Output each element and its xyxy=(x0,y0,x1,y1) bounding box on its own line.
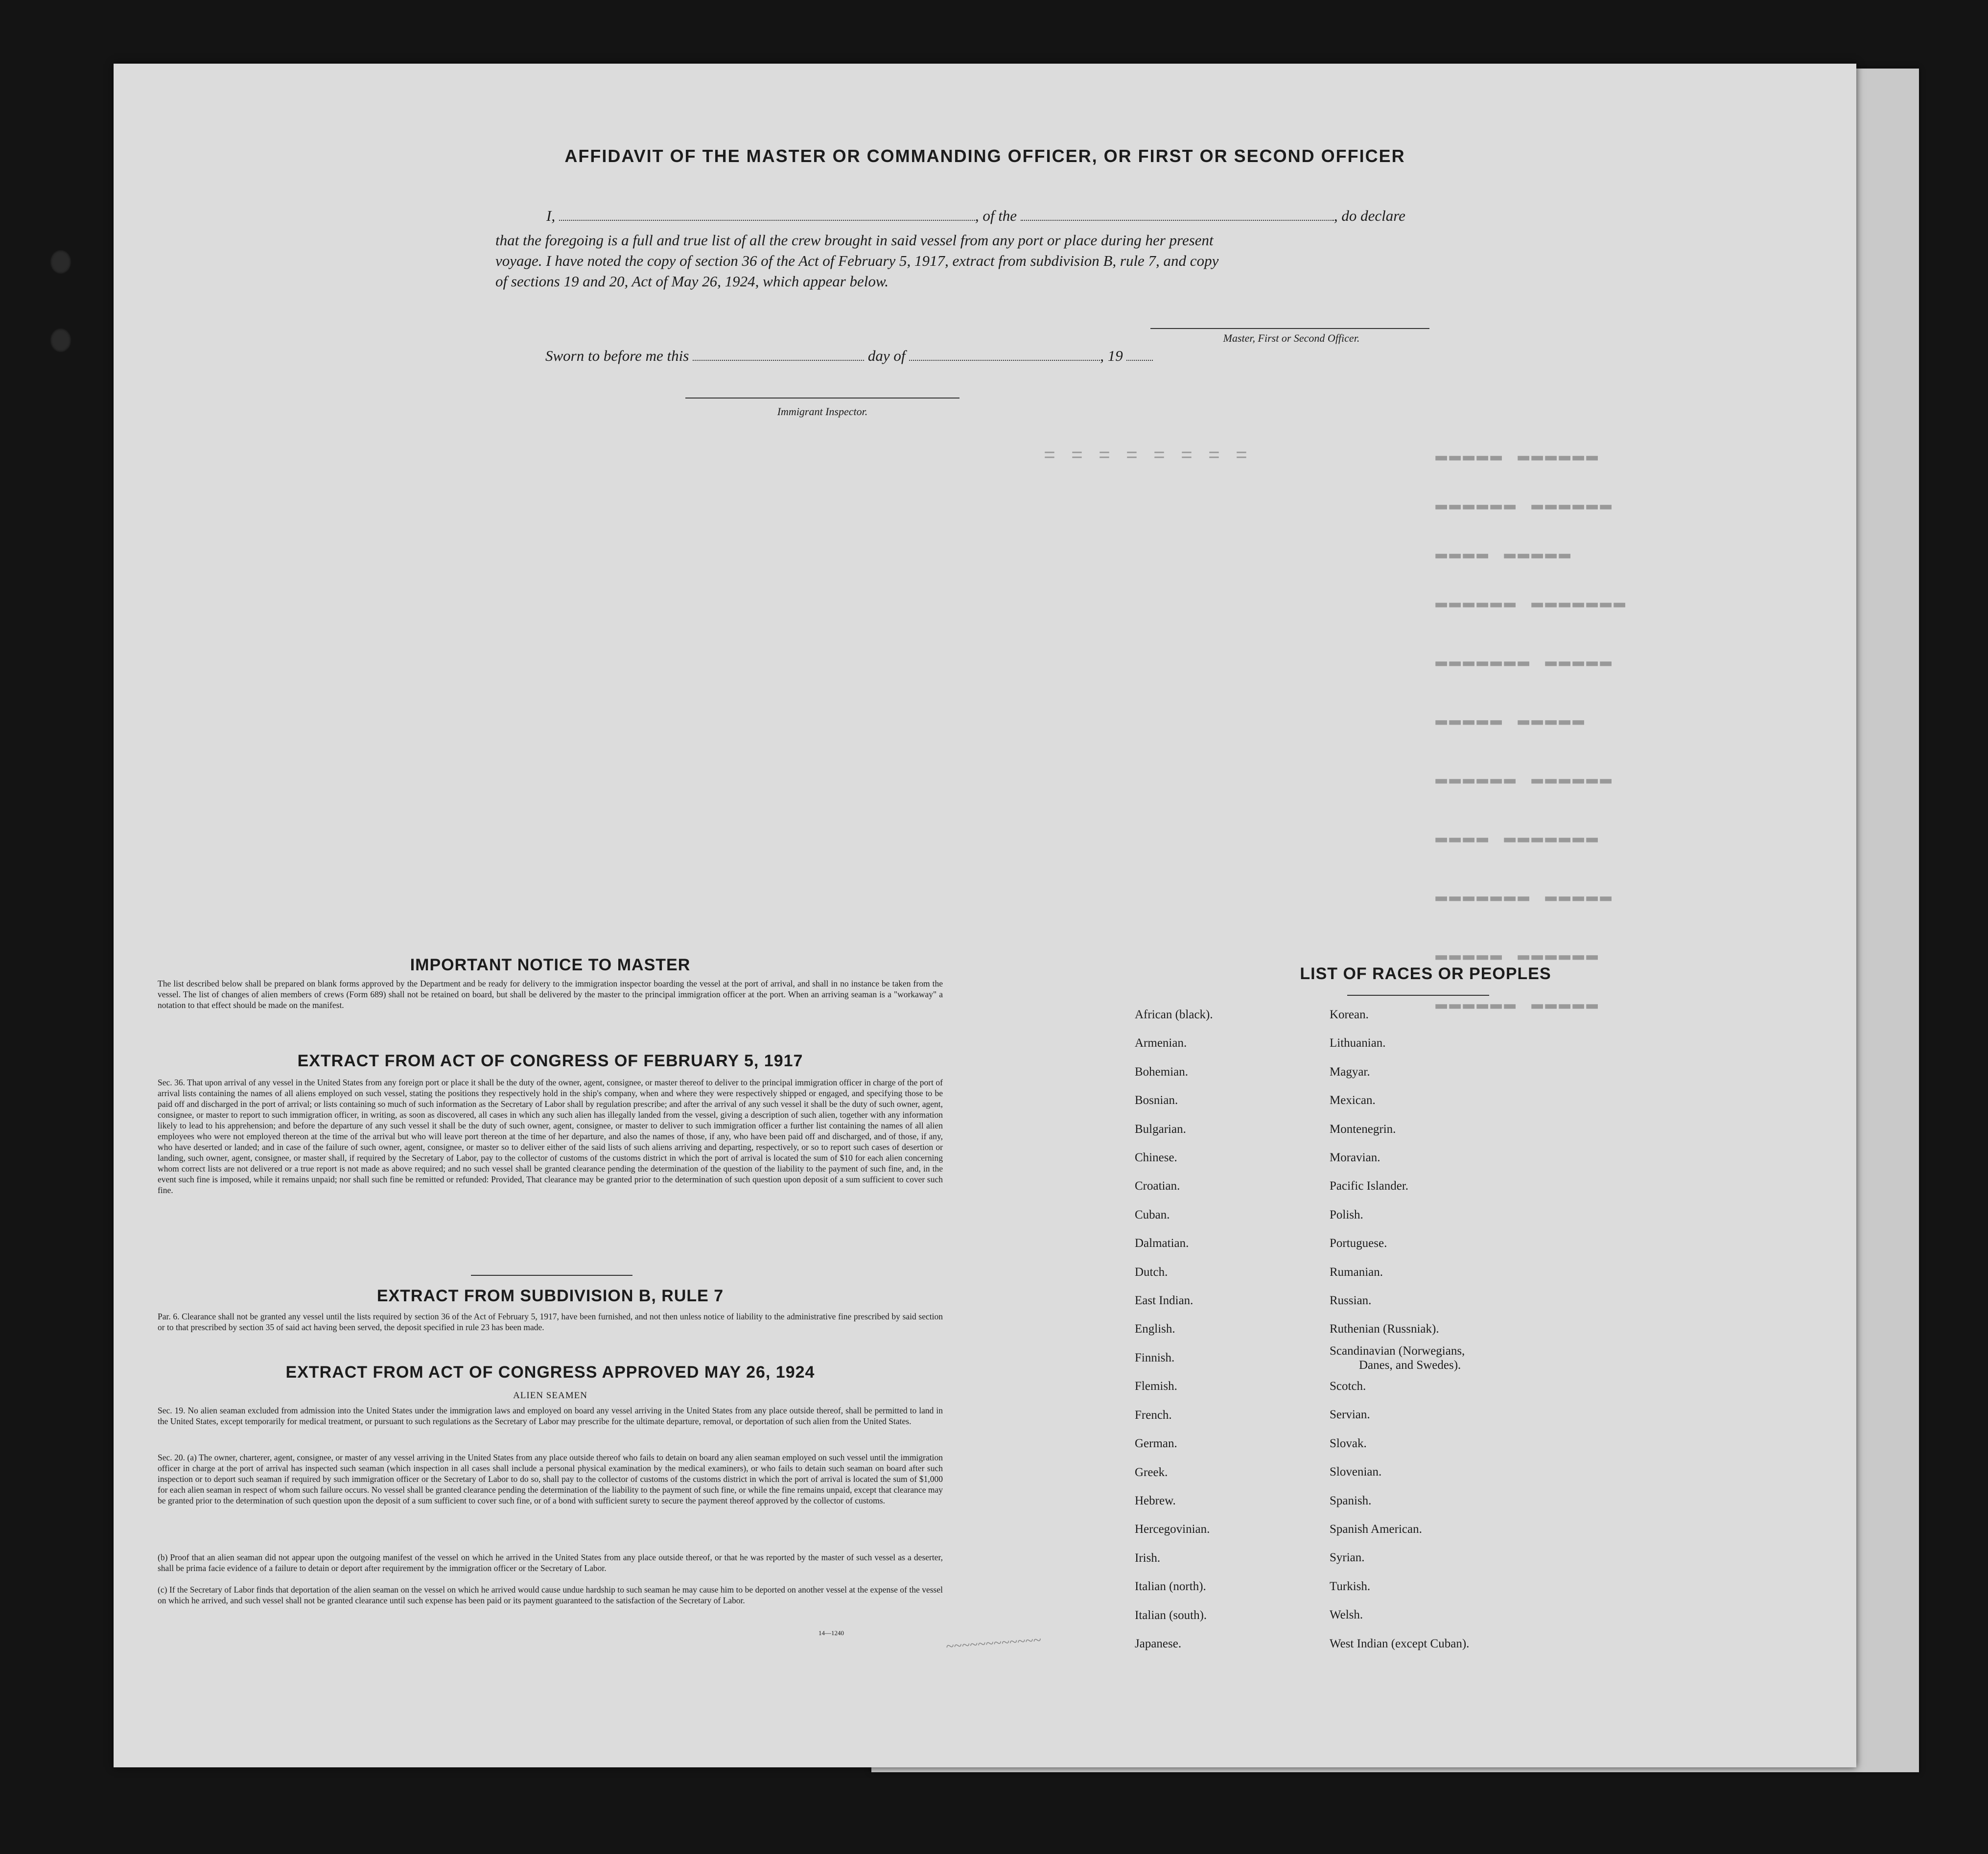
sworn-label: Sworn to before me this xyxy=(545,347,689,364)
race-item: Bohemian. xyxy=(1135,1065,1189,1079)
sec-20c-text: (c) If the Secretary of Labor finds that deportation of the alien seaman on the vessel on which he arrived would cause undue hardship to such seaman he may cause him to be deported on another vessel at the expense of the vessel on which he arrived, and such vessel shall not be granted clearance until such expense has been paid or its payment guaranteed to the satisfaction of the Secretary of Labor. xyxy=(158,1585,943,1605)
race-item: Slovak. xyxy=(1330,1436,1367,1450)
extract-1917-title: EXTRACT FROM ACT OF CONGRESS OF FEBRUARY 5, 1917 xyxy=(297,1052,803,1070)
affidavit-line-2: that the foregoing is a full and true list of all the crew brought in said vessel from any port or place during her present xyxy=(495,232,1214,249)
binder-hole xyxy=(50,328,71,352)
race-item: English. xyxy=(1135,1322,1175,1336)
race-item: Croatian. xyxy=(1135,1179,1180,1193)
race-item: Ruthenian (Russniak). xyxy=(1330,1322,1439,1336)
name-field[interactable] xyxy=(559,208,975,221)
race-item: Korean. xyxy=(1330,1008,1369,1021)
extract-1924-title: EXTRACT FROM ACT OF CONGRESS APPROVED MAY 26, 1924 xyxy=(285,1363,815,1382)
races-column-2 xyxy=(1330,1001,1469,1658)
bleed-through-text: ▬▬▬▬ ▬▬▬▬▬▬▬ xyxy=(1435,827,1600,849)
race-item: Welsh. xyxy=(1330,1608,1363,1622)
race-item: Portuguese. xyxy=(1330,1237,1387,1250)
race-item: Syrian. xyxy=(1330,1551,1365,1565)
race-item: Italian (north). xyxy=(1135,1580,1206,1594)
bleed-through-text: ▬▬▬▬▬▬ ▬▬▬▬▬ xyxy=(1435,994,1600,1016)
affidavit-of-label: , of the xyxy=(975,207,1017,224)
day-of-label: day of xyxy=(867,347,906,364)
subdivision-b-title: EXTRACT FROM SUBDIVISION B, RULE 7 xyxy=(376,1287,724,1305)
race-item: Spanish. xyxy=(1330,1494,1372,1507)
race-item: Moravian. xyxy=(1330,1151,1380,1165)
race-item: Finnish. xyxy=(1135,1351,1175,1364)
race-item-line: Scandinavian (Norwegians, xyxy=(1330,1344,1465,1358)
month-field[interactable] xyxy=(909,348,1100,361)
affidavit-line-4: of sections 19 and 20, Act of May 26, 1924, which appear below. xyxy=(495,273,889,290)
race-item: Polish. xyxy=(1330,1208,1363,1221)
bleed-through-text: ▬▬▬▬▬▬ ▬▬▬▬▬▬ xyxy=(1435,494,1614,516)
form-page xyxy=(114,64,1856,1767)
race-item: Japanese. xyxy=(1135,1637,1182,1650)
races-title-underline xyxy=(1347,995,1489,996)
race-item: Dutch. xyxy=(1135,1265,1168,1279)
race-item: Dalmatian. xyxy=(1135,1237,1189,1250)
year-field[interactable] xyxy=(1126,348,1153,361)
binder-hole xyxy=(50,250,71,274)
notice-text: The list described below shall be prepared on blank forms approved by the Department and be ready for delivery to the immigration inspector boarding the vessel at the port of arrival, and shall in no instance be taken from the vessel. The list of changes of alien members of crews (Form 689) shall not be retained on board, but shall be delivered by the master to the principal immigration officer at the port. When an arriving seaman is a "workaway" a notation to that effect should be made on the manifest. xyxy=(158,979,943,1010)
alien-seamen-subtitle: ALIEN SEAMEN xyxy=(513,1390,587,1401)
affidavit-title: AFFIDAVIT OF THE MASTER OR COMMANDING OFFICER, OR FIRST OR SECOND OFFICER xyxy=(564,146,1405,166)
race-item: Lithuanian. xyxy=(1330,1036,1386,1050)
bleed-through-text: ▬▬▬▬▬▬ ▬▬▬▬▬▬▬ xyxy=(1435,592,1628,614)
position-field[interactable] xyxy=(1021,208,1334,221)
faint-signature-mark: ~~~~~~~~~~~~ xyxy=(945,1632,1042,1655)
bleed-through-text: = = = = = = = = xyxy=(1044,446,1250,468)
race-item: Flemish. xyxy=(1135,1380,1177,1393)
affidavit-line-1 xyxy=(546,206,1405,226)
race-item: Hercegovinian. xyxy=(1135,1523,1210,1536)
race-item: Armenian. xyxy=(1135,1036,1187,1050)
race-item: Bulgarian. xyxy=(1135,1122,1186,1136)
sec-19-text: Sec. 19. No alien seaman excluded from admission into the United States under the immigration laws and employed on board any vessel arriving in the United States from any place outside thereof, shall be permitted to land in the United States, except temporarily for medical treatment, or pursuant to such regulations as the Secretary of Labor may prescribe for the ultimate departure, removal, or deportation of such alien from the United States. xyxy=(158,1406,943,1426)
race-item: Cuban. xyxy=(1135,1208,1170,1221)
race-item: Montenegrin. xyxy=(1330,1122,1396,1136)
race-item: Servian. xyxy=(1330,1408,1370,1422)
race-item: Magyar. xyxy=(1330,1065,1370,1079)
race-item: Mexican. xyxy=(1330,1094,1376,1107)
bleed-through-text: ▬▬▬▬▬▬▬ ▬▬▬▬▬ xyxy=(1435,886,1614,908)
sec-20b-text: (b) Proof that an alien seaman did not appear upon the outgoing manifest of the vessel on which he arrived in the United States from any place outside thereof, or that he was reported by the master of such vessel as a deserter, shall be prima facie evidence of a failure to detain or deport after requirement by the immigration officer or the Secretary of Labor. xyxy=(158,1552,943,1573)
year-label: , 19 xyxy=(1100,347,1123,364)
race-item: Italian (south). xyxy=(1135,1608,1207,1622)
race-item: Spanish American. xyxy=(1330,1522,1422,1536)
races-column-1 xyxy=(1135,1001,1213,1658)
race-item: East Indian. xyxy=(1135,1294,1193,1308)
bleed-through-text: ▬▬▬▬ ▬▬▬▬▬ xyxy=(1435,543,1573,565)
bleed-through-text: ▬▬▬▬▬ ▬▬▬▬▬ xyxy=(1435,710,1587,732)
race-item xyxy=(1330,1344,1469,1372)
race-item: Rumanian. xyxy=(1330,1265,1383,1279)
race-item: Greek. xyxy=(1135,1465,1168,1479)
inspector-caption: Immigrant Inspector. xyxy=(777,405,868,418)
master-signature-line[interactable] xyxy=(1150,328,1429,329)
race-item: Irish. xyxy=(1135,1551,1161,1565)
affidavit-line-3: voyage. I have noted the copy of section 36 of the Act of February 5, 1917, extract from subdivision B, rule 7, and copy xyxy=(495,252,1219,269)
affidavit-declare-label: , do declare xyxy=(1333,207,1405,224)
race-item: Hebrew. xyxy=(1135,1494,1176,1507)
race-item: Chinese. xyxy=(1135,1151,1177,1165)
bleed-through-text: ▬▬▬▬▬▬ ▬▬▬▬▬▬ xyxy=(1435,769,1614,791)
race-item: Russian. xyxy=(1330,1294,1372,1308)
race-item: Bosnian. xyxy=(1135,1094,1178,1107)
extract-1917-text: Sec. 36. That upon arrival of any vessel in the United States from any foreign port or place it shall be the duty of the owner, agent, consignee, or master thereof to deliver to the principal immigration officer in charge of the port of arrival lists containing the names of all aliens employed on such vessel, stating the positions they respectively hold in the ship's company, when and where they were respectively shipped or engaged, and specifying those to be paid off and discharged in the port of arrival; or lists containing so much of such information as the Secretary of Labor shall by regulation prescribe; and after the arrival of any such vessel it shall be the duty of such owner, agent, consignee, or master to report to such immigration officer, in writing, as soon as discovered, all cases in which any such alien has illegally landed from the vessel, giving a description of such alien, together with any information likely to lead to his apprehension; and before the departure of any such vessel it shall be the duty of such owner, agent, consignee, or master to deliver to such immigration officer a further list containing the names of all alien employees who were not employed thereon at the time of the arrival but who will leave port thereon at the time of her departure, and also the names of those, if any, who have been paid off and discharged, and of those, if any, who have deserted or landed; and in case of the failure of such owner, agent, consignee, or master so to deliver either of the said lists of such aliens arriving and departing, respectively, or so to report such cases of desertion or landing, such owner, agent, consignee, or master shall, if required by the Secretary of Labor, pay to the collector of customs of the customs district in which the port of arrival is located the sum of $10 for each alien concerning whom correct lists are not delivered or a true report is not made as above required; and no such vessel shall be granted clearance pending the determination of the question of the liability to the payment of such fine, and, in the event such fine is imposed, while it remains unpaid; nor shall such fine be remitted or refunded: Provided, That clearance may be granted prior to the determination of such question upon deposit of a sum sufficient to cover such fine. xyxy=(158,1078,943,1195)
sec-20a-text: Sec. 20. (a) The owner, charterer, agent, consignee, or master of any vessel arriving in the United States from any place outside thereof who fails to detain on board any alien seaman employed on such vessel until the immigration officer in charge at the port of arrival has inspected such seaman (which inspection in all cases shall include a personal physical examination by the medical examiners), or who fails to detain such seaman on board after such inspection or to deport such seaman if required by such immigration officer or the Secretary of Labor to do so, shall pay to the collector of customs of the customs district in which the port of arrival is located the sum of $1,000 for each alien seaman in respect of whom such failure occurs. No vessel shall be granted clearance pending the determination of the liability to the payment of such fine, or while the fine remains unpaid, except that clearance may be granted prior to the determination of such question upon the deposit of a sum sufficient to cover such fine, or of a bond with sufficient surety to secure the payment thereof approved by the collector of customs. xyxy=(158,1453,943,1505)
race-item-continuation: Danes, and Swedes). xyxy=(1359,1358,1461,1372)
affidavit-i-label: I, xyxy=(546,207,556,224)
race-item: German. xyxy=(1135,1437,1177,1451)
race-item: Turkish. xyxy=(1330,1579,1371,1593)
day-field[interactable] xyxy=(693,348,864,361)
race-item: Pacific Islander. xyxy=(1330,1179,1409,1193)
bleed-through-text: ▬▬▬▬▬ ▬▬▬▬▬▬ xyxy=(1435,945,1600,967)
bleed-through-text: ▬▬▬▬▬▬▬ ▬▬▬▬▬ xyxy=(1435,651,1614,673)
race-item: Scotch. xyxy=(1330,1379,1366,1393)
sworn-line xyxy=(545,346,1153,366)
subdivision-b-text: Par. 6. Clearance shall not be granted any vessel until the lists required by section 36 of the Act of February 5, 1917, have been furnished, and not then unless notice of liability to the administrative fine prescribed by said section or to that prescribed by section 35 of said act having been served, the deposit specified in rule 23 has been made. xyxy=(158,1312,943,1332)
notice-title: IMPORTANT NOTICE TO MASTER xyxy=(410,956,691,974)
inspector-signature-line[interactable] xyxy=(685,398,959,399)
bleed-through-text: ▬▬▬▬▬ ▬▬▬▬▬▬ xyxy=(1435,446,1600,468)
master-caption: Master, First or Second Officer. xyxy=(1223,332,1360,344)
race-item: Slovenian. xyxy=(1330,1465,1382,1479)
divider xyxy=(471,1275,632,1276)
races-title: LIST OF RACES OR PEOPLES xyxy=(1300,964,1551,983)
race-item: French. xyxy=(1135,1408,1172,1422)
race-item: African (black). xyxy=(1135,1008,1213,1021)
race-item: West Indian (except Cuban). xyxy=(1330,1637,1470,1650)
form-number: 14—1240 xyxy=(819,1629,844,1637)
